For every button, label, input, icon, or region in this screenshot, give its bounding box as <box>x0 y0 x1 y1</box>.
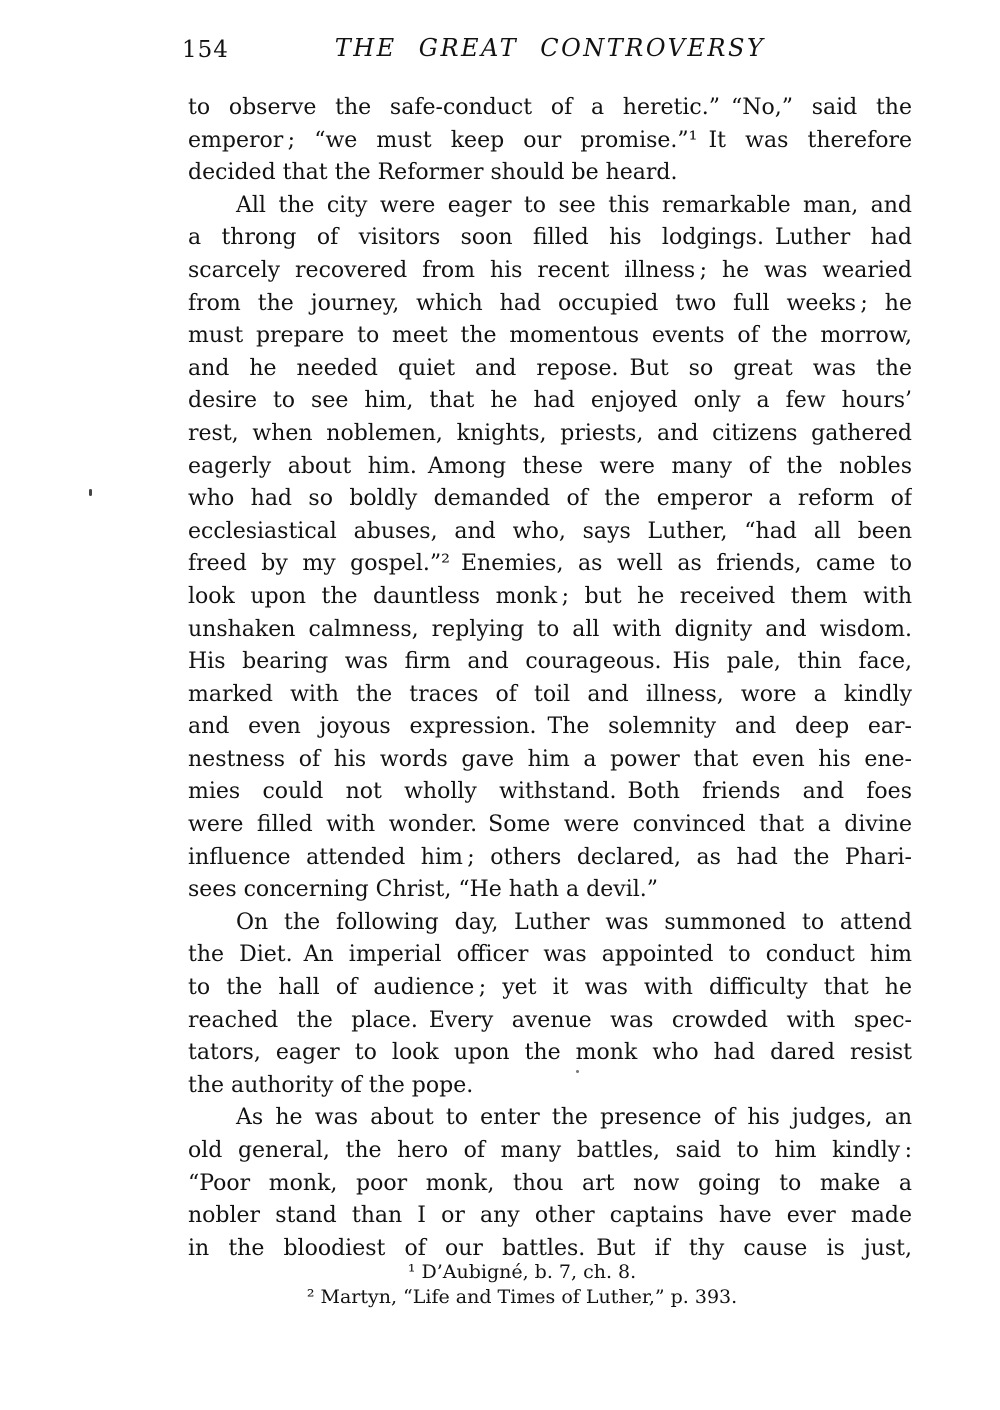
text-line: sees concerning Christ, “He hath a devil.” <box>188 877 659 903</box>
text-line: As he was about to enter the presence of his judges, an <box>236 1105 912 1131</box>
text-line: unshaken calmness, replying to all with dignity and wisdom. <box>188 616 912 642</box>
text-line: tators, eager to look upon the monk who had dared resist <box>188 1040 912 1066</box>
text-line: look upon the dauntless monk ; but he received them with <box>188 583 912 609</box>
text-line: old general, the hero of many battles, said to him kindly : <box>188 1138 912 1163</box>
text-line: marked with the traces of toil and illness, wore a kindly <box>188 681 912 707</box>
text-line: On the following day, Luther was summoned to attend <box>236 909 912 935</box>
text-line: All the city were eager to see this remarkable man, and <box>236 192 912 218</box>
text-line: nobler stand than I or any other captains have ever made <box>188 1203 912 1229</box>
footnotes <box>188 1260 912 1310</box>
page-header <box>182 34 912 68</box>
text-line: desire to see him, that he had enjoyed only a few hours’ <box>188 388 912 414</box>
text-line: to the hall of audience ; yet it was with difficulty that he <box>188 975 912 1001</box>
paragraph <box>188 92 912 190</box>
text-line: were filled with wonder. Some were convinced that a divine <box>188 812 912 838</box>
text-line: emperor ; “we must keep our promise.”¹ It was therefore <box>188 127 912 153</box>
text-line: eagerly about him. Among these were many of the nobles <box>188 453 912 479</box>
scan-speck <box>89 489 92 496</box>
paragraph <box>188 907 912 1103</box>
scan-speck <box>576 1070 579 1073</box>
text-line: reached the place. Every avenue was crowded with spec- <box>188 1007 912 1033</box>
text-line: a throng of visitors soon filled his lodgings. Luther had <box>188 225 912 251</box>
text-line: in the bloodiest of our battles. But if thy cause is just, <box>188 1235 912 1261</box>
text-line: and even joyous expression. The solemnity and deep ear- <box>188 714 912 740</box>
text-line: nestness of his words gave him a power that even his ene- <box>188 746 912 772</box>
text-line: mies could not wholly withstand. Both friends and foes <box>188 779 912 805</box>
page-number: 154 <box>182 37 229 63</box>
text-line: ecclesiastical abuses, and who, says Luther, “had all been <box>188 518 912 544</box>
text-line: rest, when noblemen, knights, priests, and citizens gathered <box>188 420 912 446</box>
text-line: and he needed quiet and repose. But so great was the <box>188 355 912 381</box>
footnote-1: ¹ D’Aubigné, b. 7, ch. 8. <box>407 1261 637 1283</box>
text-line: the authority of the pope. <box>188 1072 474 1098</box>
text-line: to observe the safe-conduct of a heretic.” “No,” said the <box>188 95 912 120</box>
text-line: influence attended him ; others declared, as had the Phari- <box>188 844 912 870</box>
page-body <box>188 92 912 1265</box>
paragraph <box>188 1102 912 1265</box>
text-line: must prepare to meet the momentous events of the morrow, <box>188 323 912 349</box>
text-line: from the journey, which had occupied two full weeks ; he <box>188 290 912 316</box>
paragraph <box>188 190 912 907</box>
text-line: “Poor monk, poor monk, thou art now going to make a <box>188 1170 912 1196</box>
running-title: THE GREAT CONTROVERSY <box>334 34 766 62</box>
footnote-2: ² Martyn, “Life and Times of Luther,” p. 393. <box>306 1286 738 1308</box>
text-line: decided that the Reformer should be heard. <box>188 160 678 186</box>
text-line: the Diet. An imperial officer was appointed to conduct him <box>188 942 912 968</box>
text-line: freed by my gospel.”² Enemies, as well as friends, came to <box>188 551 912 577</box>
text-line: who had so boldly demanded of the emperor a reform of <box>188 486 912 512</box>
text-line: scarcely recovered from his recent illness ; he was wearied <box>188 257 912 283</box>
text-line: His bearing was firm and courageous. His pale, thin face, <box>188 649 912 675</box>
